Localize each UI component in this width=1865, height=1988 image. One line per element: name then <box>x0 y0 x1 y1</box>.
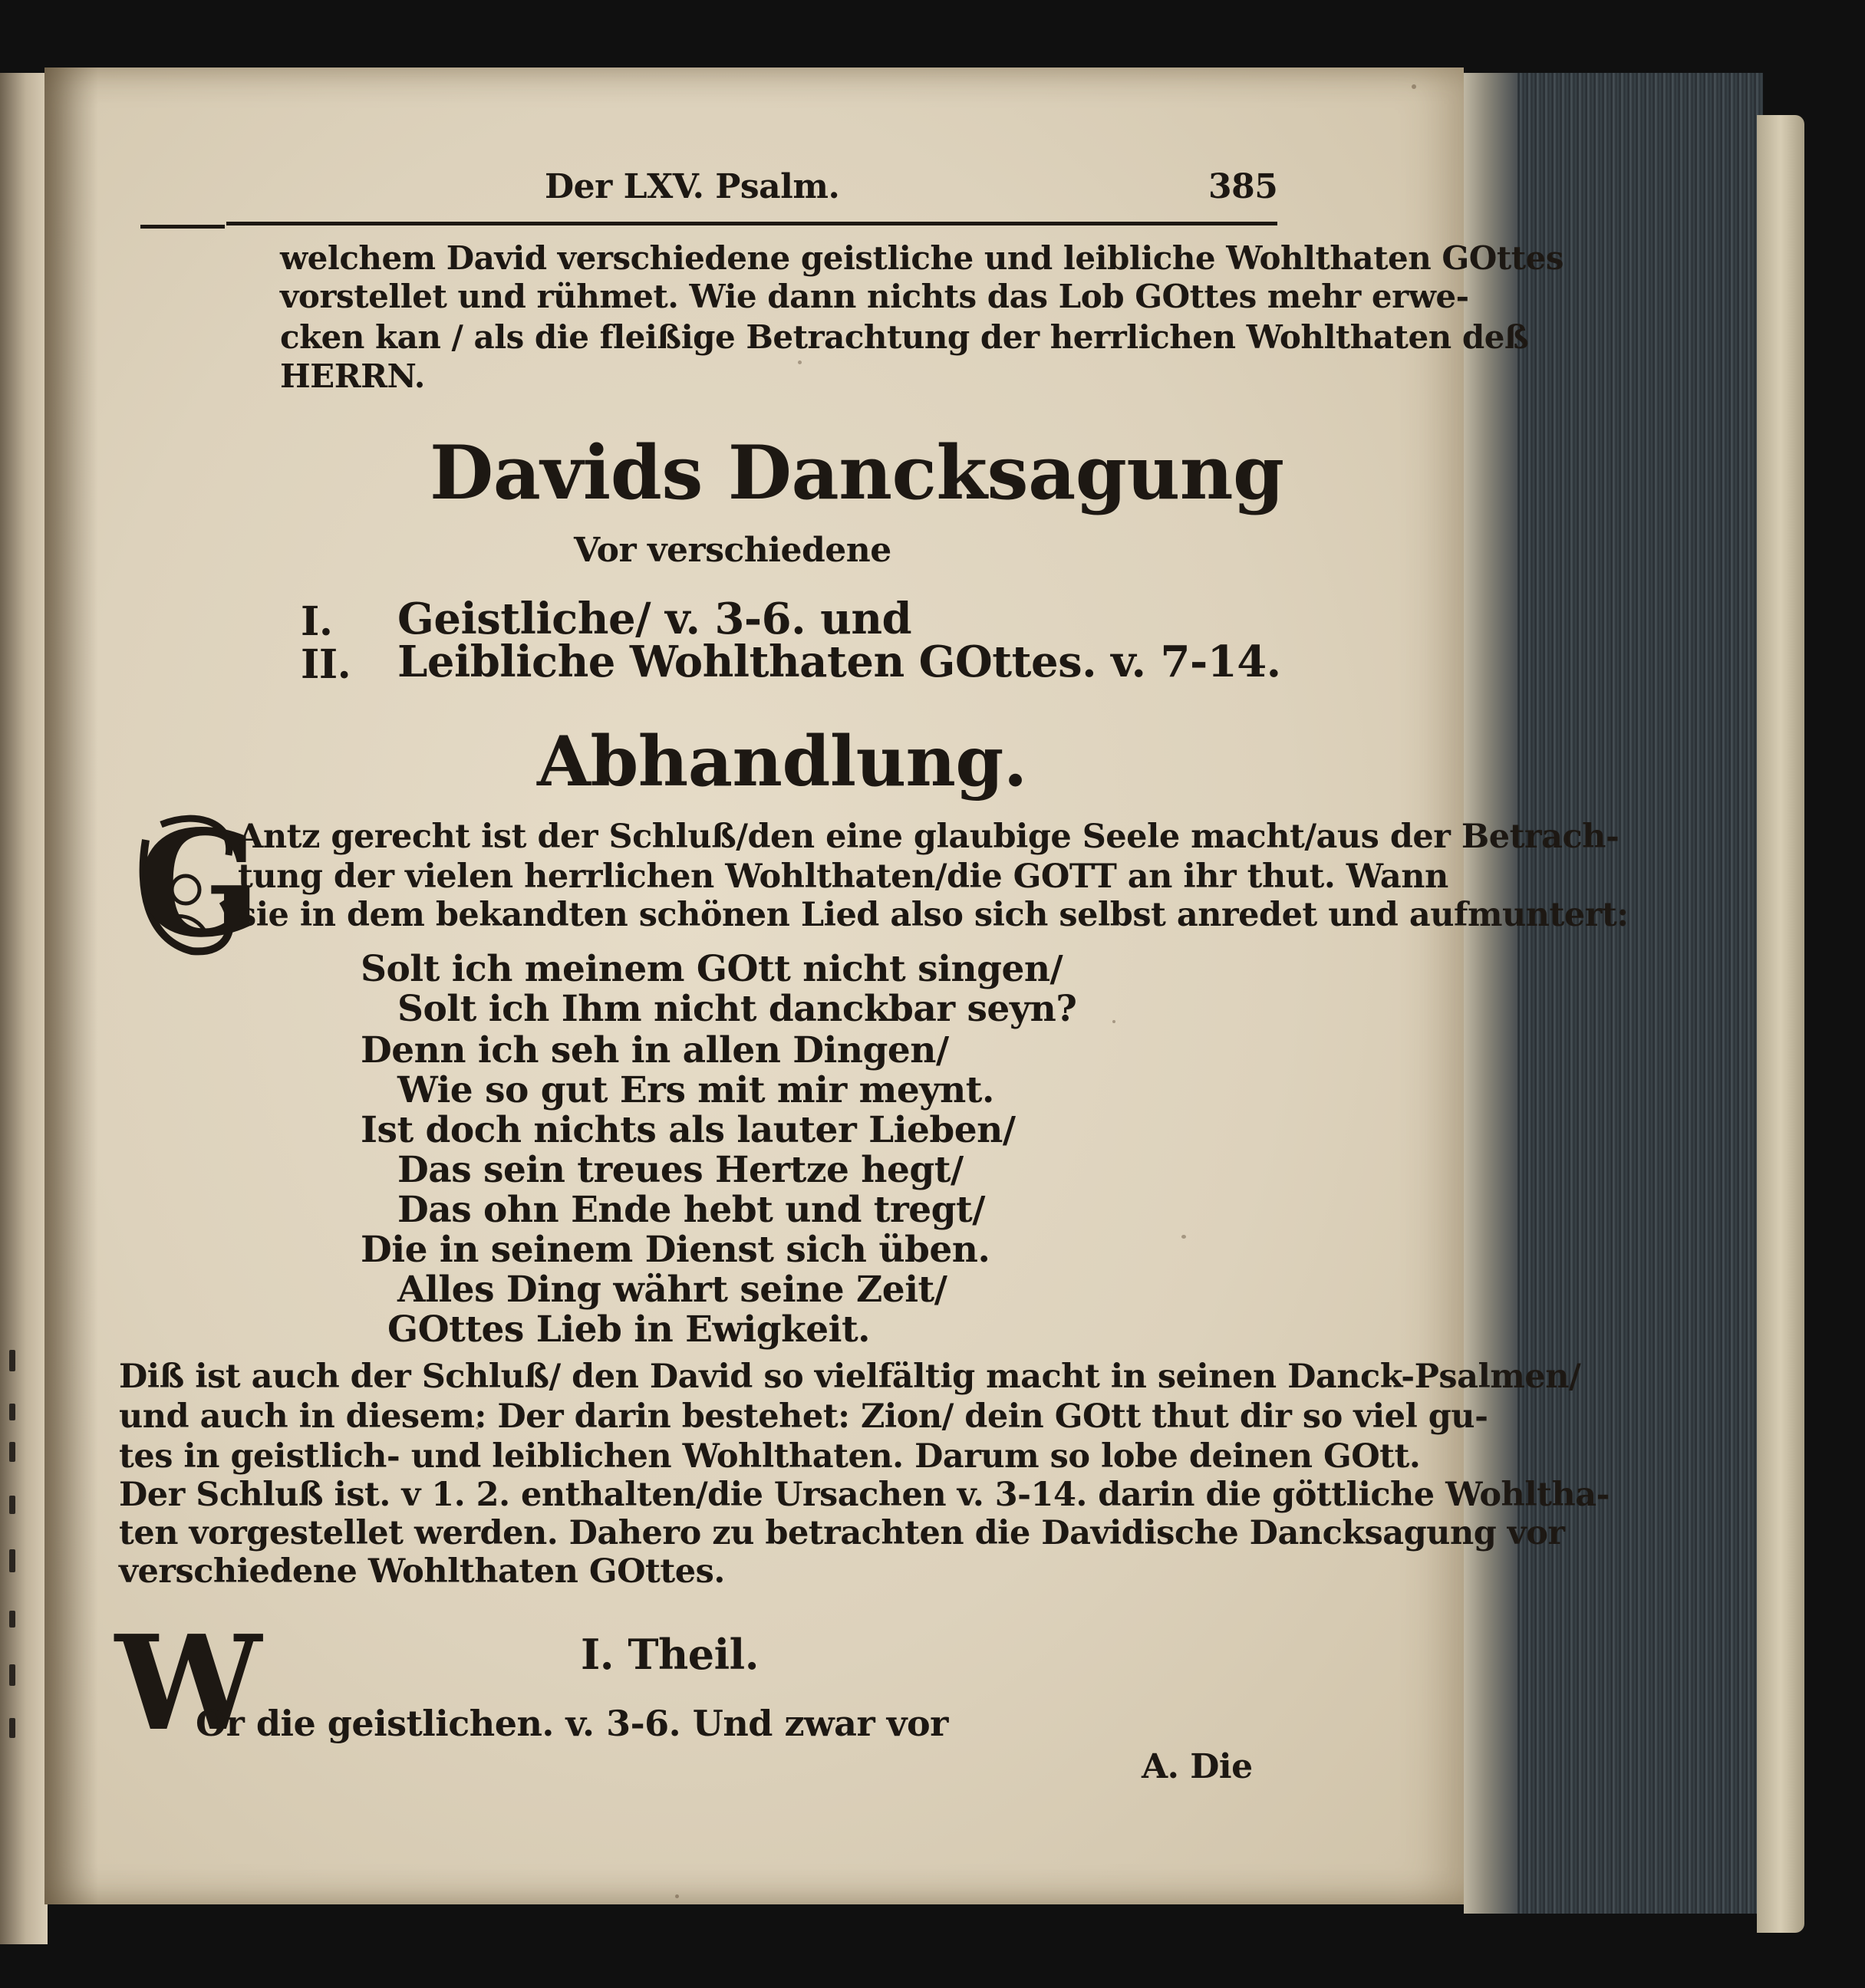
part-text: Leibliche Wohlthaten GOttes. v. 7-14. <box>397 637 1281 687</box>
abhandlung-heading: Abhandlung. <box>537 721 1027 802</box>
paragraph-line: Diß ist auch der Schluß/ den David so vielfältig macht in seinen Danck-Psalmen/ <box>119 1358 1581 1396</box>
drop-cap-g: G <box>137 798 262 969</box>
paragraph-line: und auch in diesem: Der darin bestehet: Zion/ dein GOtt thut dir so viel gu- <box>119 1397 1488 1436</box>
verse-line: Das sein treues Hertze hegt/ <box>397 1149 964 1191</box>
verse-line: Denn ich seh in allen Dingen/ <box>361 1029 949 1071</box>
part-number: II. <box>301 641 351 688</box>
paragraph-line: tung der vielen herrlichen Wohlthaten/die GOTT an ihr thut. Wann <box>238 857 1448 896</box>
paragraph-line: verschiedene Wohlthaten GOttes. <box>119 1552 725 1591</box>
paragraph-line: ten vorgestellet werden. Dahero zu betrachten die Davidische Dancksagung vor <box>119 1514 1565 1552</box>
verse-line: Ist doch nichts als lauter Lieben/ <box>361 1109 1016 1151</box>
head-rule-left <box>140 225 225 229</box>
verse-line: GOttes Lieb in Ewigkeit. <box>387 1308 871 1351</box>
catchword: A. Die <box>1142 1747 1253 1786</box>
paragraph-line: Or die geistlichen. v. 3-6. Und zwar vor <box>196 1703 948 1744</box>
intro-line: vorstellet und rühmet. Wie dann nichts das Lob GOttes mehr erwe- <box>280 278 1469 315</box>
part-number: I. <box>301 598 333 645</box>
drop-cap-w: W <box>115 1607 262 1760</box>
section-subheading: Vor verschiedene <box>574 531 891 570</box>
running-head: Der LXV. Psalm. <box>545 167 840 206</box>
paragraph-line: sie in dem bekandten schönen Lied also sich selbst anredet und aufmuntert: <box>238 896 1629 934</box>
section-heading: Davids Dancksagung <box>430 430 1284 516</box>
paragraph-line: Der Schluß ist. v 1. 2. enthalten/die Ursachen v. 3-14. darin die göttliche Wohltha- <box>119 1476 1610 1514</box>
left-page-ink-marks <box>5 1350 28 1779</box>
book-cover-edge <box>1757 115 1804 1933</box>
intro-line: welchem David verschiedene geistliche und leibliche Wohlthaten GOttes <box>280 239 1564 277</box>
head-rule <box>226 222 1277 225</box>
paragraph-line: Antz gerecht ist der Schluß/den eine glaubige Seele macht/aus der Betrach- <box>238 818 1620 856</box>
verse-line: Alles Ding währt seine Zeit/ <box>397 1269 947 1311</box>
intro-line: cken kan / als die fleißige Betrachtung der herrlichen Wohlthaten deß <box>280 318 1529 356</box>
page-number: 385 <box>1208 167 1278 206</box>
verse-line: Die in seinem Dienst sich üben. <box>361 1229 990 1271</box>
intro-line: HERRN. <box>280 357 425 395</box>
part-text: Geistliche/ v. 3-6. und <box>397 594 912 644</box>
verse-line: Wie so gut Ers mit mir meynt. <box>397 1069 994 1111</box>
paragraph-line: tes in geistlich- und leiblichen Wohlthaten. Darum so lobe deinen GOtt. <box>119 1437 1421 1476</box>
verse-line: Solt ich meinem GOtt nicht singen/ <box>361 948 1063 990</box>
part-heading: I. Theil. <box>581 1630 759 1679</box>
gutter-shadow <box>44 67 98 1904</box>
verse-line: Solt ich Ihm nicht danckbar seyn? <box>397 988 1077 1030</box>
verse-line: Das ohn Ende hebt und tregt/ <box>397 1189 985 1231</box>
